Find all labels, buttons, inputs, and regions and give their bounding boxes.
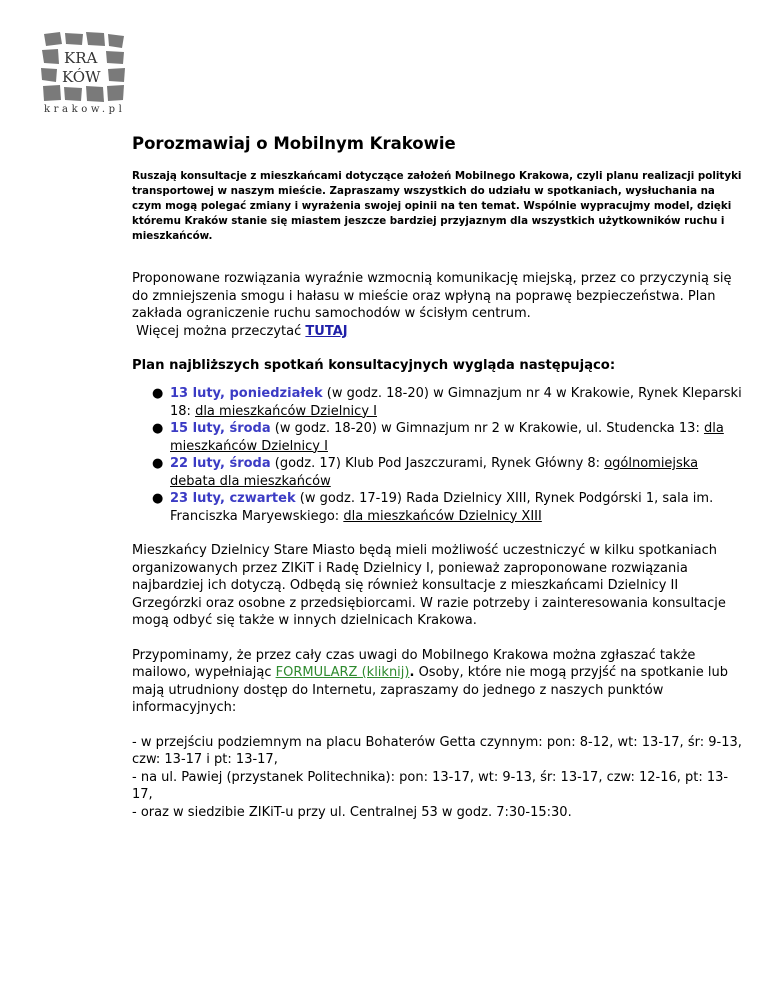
meeting-details: (w godz. 18-20) w Gimnazjum nr 2 w Krakowie, ul. Studencka 13: [270, 421, 704, 436]
meeting-details: (w godz. 18-20) w Gimnazjum nr 4 w Krakowie, Rynek Kleparski 18: [170, 386, 742, 419]
krakow-logo-mark [38, 30, 128, 108]
meeting-date: 15 luty, środa [170, 421, 271, 436]
meetings-heading: Plan najbliższych spotkań konsultacyjnych wygląda następująco: [132, 358, 616, 373]
info-point: - w przejściu podziemnym na placu Bohaterów Getta czynnym: pon: 8-12, wt: 13-17, śr: 9-13, czw: 13-17 i pt: 13-17, [132, 734, 742, 767]
reminder-prefix: Przypominamy, że przez cały czas uwagi do Mobilnego Krakowa można zgłaszać także mailowo, wypełniając [132, 647, 696, 680]
info-points [132, 734, 742, 822]
intro-paragraph [132, 270, 742, 340]
meeting-item [152, 455, 742, 490]
bullet-icon: ● [152, 421, 164, 436]
article [132, 134, 742, 821]
form-link[interactable]: FORMULARZ (kliknij) [275, 665, 410, 680]
intro-more-prefix: Więcej można przeczytać [132, 323, 306, 339]
lead-paragraph: Ruszają konsultacje z mieszkańcami dotyczące założeń Mobilnego Krakowa, czyli planu realizacji polityki transportowej w naszym mieście. Zapraszamy wszystkich do udziału w spotkaniach, wysłuchania na czym mogą polegać zmiany i wyrażenia swojej opinii na ten temat. Wspólnie wypracujmy model, dzięki któremu Kraków stanie się miastem jeszcze bardziej przyjaznym dla wszystkich użytkowników ruchu i mieszkańców. [132, 170, 742, 242]
meeting-item [152, 490, 742, 525]
logo-text-top: KRA [64, 49, 98, 67]
meetings-list [132, 385, 742, 525]
page-title: Porozmawiaj o Mobilnym Krakowie [132, 134, 456, 153]
meeting-audience[interactable]: dla mieszkańców Dzielnicy I [170, 421, 724, 454]
bullet-icon: ● [152, 386, 164, 401]
intro-text: Proponowane rozwiązania wyraźnie wzmocnią komunikację miejską, przez co przyczynią się do zmniejszenia smogu i hałasu w mieście oraz wpłyną na poprawę bezpieczeństwa. Plan zakłada ograniczenie ruchu samochodów w ścisłym centrum. [132, 271, 732, 321]
logo-caption: krakow.pl [44, 104, 126, 115]
bullet-icon: ● [152, 456, 164, 471]
meeting-audience[interactable]: ogólnomiejska debata dla mieszkańców [170, 456, 699, 489]
info-point: - na ul. Pawiej (przystanek Politechnika): pon: 13-17, wt: 9-13, śr: 13-17, czw: 12-16, pt: 13-17, [132, 769, 729, 802]
reminder-paragraph [132, 647, 742, 717]
logo-text-bottom: KÓW [62, 68, 101, 86]
meeting-item [152, 420, 742, 455]
meeting-date: 22 luty, środa [170, 456, 271, 471]
reminder-dot: . [409, 665, 415, 680]
bullet-icon: ● [152, 491, 164, 506]
tutaj-link[interactable]: TUTAJ [305, 323, 348, 339]
meeting-date: 23 luty, czwartek [170, 491, 296, 506]
stare-miasto-paragraph: Mieszkańcy Dzielnicy Stare Miasto będą mieli możliwość uczestniczyć w kilku spotkaniach organizowanych przez ZIKiT i Radę Dzielnicy I, ponieważ zaproponowane rozwiązania najbardziej ich dotyczą. Odbędą się również konsultacje z mieszkańcami Dzielnicy II Grzegórzki oraz osobne z przedsiębiorcami. W razie potrzeby i zainteresowania konsultacje mogą odbyć się także w innych dzielnicach Krakowa. [132, 543, 726, 628]
meeting-item [152, 385, 742, 420]
meeting-details: (w godz. 17-19) Rada Dzielnicy XIII, Rynek Podgórski 1, sala im. Franciszka Maryewskiego: [170, 491, 714, 524]
reminder-suffix: Osoby, które nie mogą przyjść na spotkanie lub mają utrudniony dostęp do Internetu, zapraszamy do jednego z naszych punktów informacyjnych: [132, 665, 728, 715]
meeting-audience[interactable]: dla mieszkańców Dzielnicy I [195, 403, 377, 419]
meeting-audience[interactable]: dla mieszkańców Dzielnicy XIII [343, 508, 542, 524]
meeting-details: (godz. 17) Klub Pod Jaszczurami, Rynek Główny 8: [270, 456, 605, 471]
meeting-date: 13 luty, poniedziałek [170, 386, 323, 401]
info-point: - oraz w siedzibie ZIKiT-u przy ul. Centralnej 53 w godz. 7:30-15:30. [132, 804, 572, 820]
